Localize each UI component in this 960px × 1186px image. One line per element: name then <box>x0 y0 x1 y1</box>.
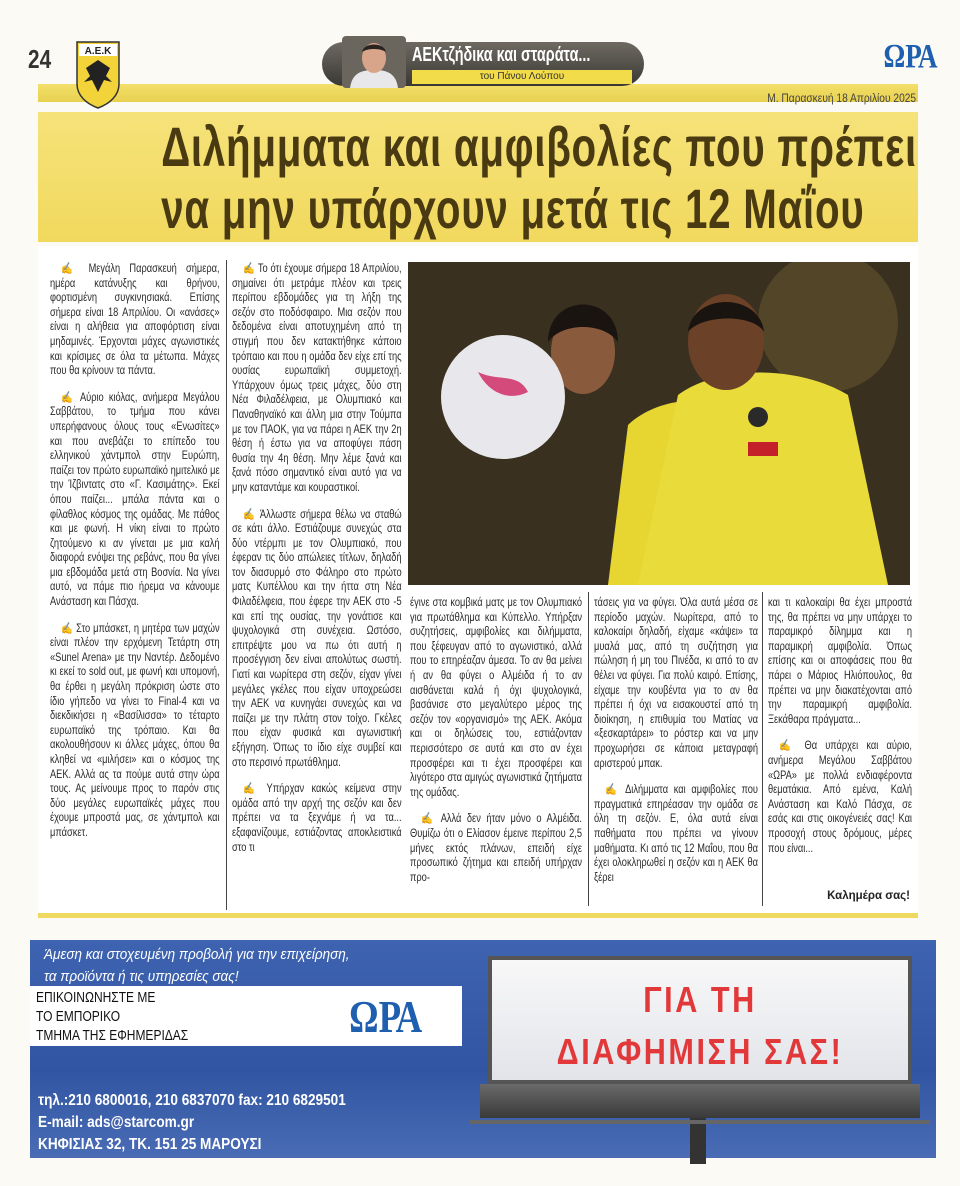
column-divider <box>762 592 763 906</box>
column-title: ΑΕΚτζήδικα και σταράτα... <box>412 44 591 66</box>
article-paragraph: έγινε στα κομβικά ματς με τον Ολυμπιακό για πρωτάθλημα και Κύπελλο. Υπήρξαν συζητήσεις, αμφιβολίες και διλήμματα, που ξέφευγαν από το αγωνιστικό, αλλά που το επηρέαζαν άμεσα. Το αν θα μείνει ή αν θα φύγει ο Αλμέιδα ή το αν αισθάνεται καλά ή όχι ψυχολογικά, βασάνισε στο μεγαλύτερο μέρος της σεζόν τον «οργανισμό» της ΑΕΚ. Ακόμα και οι δηλώσεις του, εστιάζονταν περισσότερο σε αυτά και στο αν έχει προσφέρει και τι έχει προσφέρει και λιγότερο στα αμιγώς αγωνιστικά ζητήματα της ομάδας. <box>410 596 582 799</box>
headline <box>38 112 918 242</box>
page-number: 24 <box>28 44 52 74</box>
signoff: Καλημέρα σας! <box>827 890 910 902</box>
article-column-3 <box>410 596 582 897</box>
article-paragraph: ✍ Μεγάλη Παρασκευή σήμερα, ημέρα κατάνυξης και θρήνου, φορτισμένη συγκινησιακά. Επίσης σήμερα είναι 18 Απριλίου. Οι «ανάσες» είναι η αλήθεια για αποφόρτιση είναι μηδαμινές. Έρχονται μάχες αγωνιστικές και κρίσιμες σε όλα τα μέτωπα. Μάχες που θα κρίνουν τα πάντα. <box>50 262 220 379</box>
svg-text:A.E.K: A.E.K <box>84 46 112 57</box>
ad-phone: τηλ.:210 6800016, 210 6837070 fax: 210 6829501 <box>38 1092 346 1109</box>
article-paragraph: τάσεις για να φύγει. Όλα αυτά μέσα σε περίοδο μαχών. Νωρίτερα, από το καλοκαίρι δηλαδή, είχαμε «κάψει» τα μυαλά μας, από τη συζήτηση για πώληση ή μη του Πινέδα, κι από το αν θέλει να φύγει. Για πολύ καιρό. Επίσης, είχαμε την κουβέντα για το αν θα πρέπει ή όχι να εισακουστεί από τη διοίκηση, η επιθυμία του Ματίας να «ξεσκαρτάρει» το ρόστερ και να μην προχωρήσει σε κάποια μεταγραφή αριστερού μπακ. <box>594 596 758 770</box>
issue-date: Μ. Παρασκευή 18 Απριλίου 2025 <box>767 91 916 105</box>
ad-contact-box <box>30 986 462 1046</box>
article-paragraph: ✍ Στο μπάσκετ, η μητέρα των μαχών είναι πλέον την ερχόμενη Τετάρτη στη «Sunel Arena» με την Ναντέρ. Δεδομένο κι εκεί το sold out, με φωνή και υπομονή, θα έρθει η μεγάλη πρόκριση ώστε στο ίδιο γήπεδο να γίνει το Final-4 και να διεκδικήσει η «Βασίλισσα» το τέταρτο ευρωπαϊκό της τρόπαιο. Και θα ακολουθήσουν κι άλλες μάχες, όπου θα κληθεί να «μιλήσει» και ο κόσμος της ΑΕΚ. Αλλά ας τα πούμε αυτά στην ώρα τους. Ας μείνουμε προς το παρόν στις δύο μεγάλες ευρωπαϊκές μάχες που έχουμε μπροστά μας, σε χάντμπολ και μπάσκετ. <box>50 622 220 841</box>
column-author: του Πάνου Λούπου <box>412 70 632 84</box>
article-column-1 <box>50 262 220 853</box>
billboard-rail <box>470 1120 930 1124</box>
ad-contact-1: ΕΠΙΚΟΙΝΩΝΗΣΤΕ ΜΕ <box>36 989 156 1006</box>
article-column-2 <box>232 262 402 867</box>
article-paragraph: ✍ Υπήρχαν κακώς κείμενα στην ομάδα από την αρχή της σεζόν και δεν πρέπει να τα ξεχνάμε ή να τα... εξαφανίζουμε, εστιάζοντας αποκλειστικά στο τι <box>232 782 402 855</box>
players-photo <box>408 262 910 585</box>
ad-tagline-1: Άμεση και στοχευμένη προβολή για την επιχείρηση, <box>44 946 350 963</box>
ad-tagline-2: τα προϊόντα ή τις υπηρεσίες σας! <box>44 968 239 985</box>
article-paragraph: ✍ Διλήμματα και αμφιβολίες που πραγματικά επηρέασαν την ομάδα σε όλη τη σεζόν. Ε, όλα αυτά είναι παθήματα που πρέπει να γίνουν μαθήματα. Κι από τις 12 Μαΐου, που θα έχει ολοκληρωθεί η σεζόν και η ΑΕΚ θα ξέρει <box>594 783 758 885</box>
billboard <box>470 950 936 1160</box>
billboard-frame <box>480 1084 920 1118</box>
ad-tagline <box>44 944 349 988</box>
billboard-text <box>523 974 877 1078</box>
headline-line-2: να μην υπάρχουν μετά τις 12 Μαΐου <box>161 177 865 240</box>
article-paragraph: ✍ Το ότι έχουμε σήμερα 18 Απριλίου, σημαίνει ότι μετράμε πλέον και τρεις περίπου εβδομάδες για τη λήξη της σεζόν στο ποδόσφαιρο. Μια σεζόν που δεδομένα είναι αποτυχημένη από τη στιγμή που δεν κατακτήθηκε κάποιο τρόπαιο και που η ομάδα δεν είχε επί της ουσίας ευρωπαϊκή συμμετοχή. Υπάρχουν όμως τρεις μάχες, δύο στη Νέα Φιλαδέλφεια, με Ολυμπιακό και Παναθηναϊκό και άλλη μια στην Τούμπα με τον ΠΑΟΚ, για να πάρει η ΑΕΚ την 2η θέση ή έστω για να αποφύγει πάση θυσία την 4η θέση. Μην λέμε ξανά και ξανά πόσο σημαντικό είναι αυτό για να μην καταντάμε και κουραστικοί. <box>232 262 402 496</box>
author-photo <box>342 36 406 88</box>
column-divider <box>226 260 227 910</box>
article-paragraph: ✍ Αλλά δεν ήταν μόνο ο Αλμέιδα. Θυμίζω ότι ο Ελίασον έμεινε περίπου 2,5 μήνες εκτός πλάνων, επειδή είχε προσωπικό ζήτημα και επειδή υπήρχαν προ- <box>410 812 582 885</box>
aek-logo-icon <box>74 40 122 110</box>
headline-line-1: Διλήμματα και αμφιβολίες που πρέπει <box>161 115 917 178</box>
ad-email: E-mail: ads@starcom.gr <box>38 1114 195 1131</box>
advertisement <box>30 940 936 1158</box>
ad-contact-2: ΤΟ ΕΜΠΟΡΙΚΟ <box>36 1008 121 1025</box>
ad-contact-3: ΤΜΗΜΑ ΤΗΣ ΕΦΗΜΕΡΙΔΑΣ <box>36 1027 189 1044</box>
billboard-line-2: ΔΙΑΦΗΜΙΣΗ ΣΑΣ! <box>556 1031 844 1072</box>
article-paragraph: και τι καλοκαίρι θα έχει μπροστά της, θα πρέπει να μην υπάρχει το παραμικρό δίλημμα και η παραμικρή αμφιβολία. Όπως επίσης και οι αποφάσεις που θα πάρει ο Μάριος Ηλιόπουλος, θα πρέπει να μην διακατέχονται από την παραμικρή αμφιβολία. Ξεκάθαρα πράγματα... <box>768 596 912 726</box>
ad-address: ΚΗΦΙΣΙΑΣ 32, ΤΚ. 151 25 ΜΑΡΟΥΣΙ <box>38 1136 262 1153</box>
ad-contact-text <box>36 988 188 1045</box>
billboard-panel <box>488 956 912 1084</box>
article-paragraph: ✍ Άλλωστε σήμερα θέλω να σταθώ σε κάτι άλλο. Εστιάζουμε συνεχώς στα δύο ντέρμπι με τον Ολυμπιακό, που έφεραν τις δύο απώλειες τίτλων, δηλαδή τον διασυρμό στο Φάληρο στο πρώτο ματς Κυπέλλου και την ήττα στη Νέα Φιλαδέλφεια, που έφερε την ΑΕΚ στο -5 και επί της ουσίας, την γονάτισε και ψυχολογικά στη συνέχεια. Ωστόσο, επιτρέψτε μου να πω ότι αυτή η προσέγγιση δεν είναι απολύτως σωστή. Γιατί και νωρίτερα στη σεζόν, είχαν γίνει μεγάλες γκέλες που είχαν υποχρεώσει την ΑΕΚ να κυνηγάει συνεχώς και να παίζει με την πλάτη στον τοίχο. Γκέλες που είχαν φυσικά και αγωνιστική εξήγηση. Όπως το ίδιο είχε συμβεί και στο περσινό πρωτάθλημα. <box>232 508 402 771</box>
article-paragraph: ✍ Θα υπάρχει και αύριο, ανήμερα Μεγάλου Σαββάτου «ΩΡΑ» με πολλά ενδιαφέροντα θεματάκια. Από εμένα, Καλή Ανάσταση και Καλό Πάσχα, σε εσάς και στις οικογένειές σας! Και προσοχή στους δρόμους, μέρες που είναι... <box>768 739 912 856</box>
article-column-5 <box>768 596 912 868</box>
article-paragraph: ✍ Αύριο κιόλας, ανήμερα Μεγάλου Σαββάτου, το τμήμα που κάνει υπερήφανους όλους τους «Ενωσίτες» και που ανεβάζει το επίπεδο του ελληνικού χάντμπολ στην Ευρώπη, παίζει τον πρώτο ευρωπαϊκό ημιτελικό με την Ίζβιντατς στο «Γ. Κασιμάτης». Εκεί όπου παίζει... μπάλα πάντα και ο φίλαθλος κόσμος της ομάδας. Με πάθος και με φωνή. Η νίκη είναι το πρώτο ζητούμενο κι αν γίνεται με μια καλή διαφορά ενόψει της ρεβάνς, που θα γίνει μια εβδομάδα μετά στη Βοσνία. Να γίνει αυτό, να πάμε πιο ήρεμα να κάνουμε Ανάσταση και Πάσχα. <box>50 391 220 610</box>
newspaper-brand: ΩΡΑ <box>883 38 938 75</box>
column-divider <box>588 592 589 906</box>
ad-brand-logo: ΩΡΑ <box>349 991 423 1042</box>
ad-contact-details <box>38 1090 346 1156</box>
billboard-line-1: ΓΙΑ ΤΗ <box>643 979 757 1020</box>
article-column-4 <box>594 596 758 897</box>
